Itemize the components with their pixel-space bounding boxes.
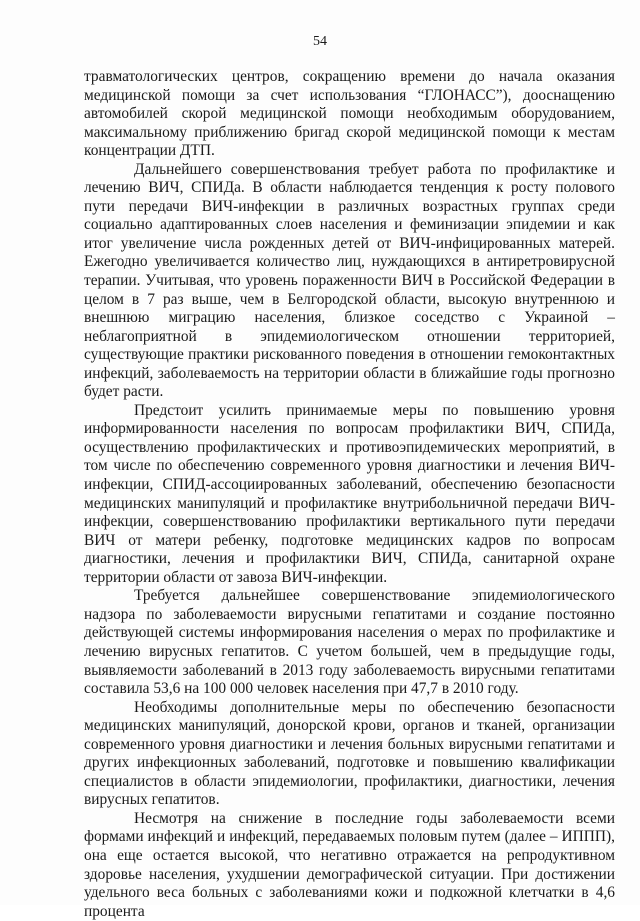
paragraph-1: травматологических центров, сокращению времени до начала оказания медицинской помощи за счет использования “ГЛОНАСС”), дооснащению автомобилей скорой медицинской помощи необходимым оборудованием, максимальному приближению бригад скорой медицинской помощи к местам концентрации ДТП. [84,68,615,160]
paragraph-2: Дальнейшего совершенствования требует работа по профилактике и лечению ВИЧ, СПИДа. В области наблюдается тенденция к росту полового пути передачи ВИЧ-инфекции в различных возрастных группах среди социально адаптированных слоев населения и феминизации эпидемии и как итог увеличение числа рожденных детей от ВИЧ-инфицированных матерей. Ежегодно увеличивается количество лиц, нуждающихся в антиретровирусной терапии. Учитывая, что уровень пораженности ВИЧ в Российской Федерации в целом в 7 раз выше, чем в Белгородской области, высокую внутреннюю и внешнюю миграцию населения, близкое соседство с Украиной – неблагоприятной в эпидемиологическом отношении территорией, существующие практики рискованного поведения в отношении гемоконтактных инфекций, заболеваемость на территории области в ближайшие годы прогнозно будет расти. [84,160,615,401]
paragraph-3: Предстоит усилить принимаемые меры по повышению уровня информированности населения по вопросам профилактики ВИЧ, СПИДа, осуществлению профилактических и противоэпидемических мероприятий, в том числе по обеспечению современного уровня диагностики и лечения ВИЧ-инфекции, СПИД-ассоциированных заболеваний, обеспечению безопасности медицинских манипуляций и профилактике внутрибольничной передачи ВИЧ-инфекции, совершенствованию профилактики вертикального пути передачи ВИЧ от матери ребенку, подготовке медицинских кадров по вопросам диагностики, лечения и профилактики ВИЧ, СПИДа, санитарной охране территории области от завоза ВИЧ-инфекции. [84,401,615,586]
page-number: 54 [313,34,327,49]
paragraph-6: Несмотря на снижение в последние годы заболеваемости всеми формами инфекций и инфекций, передаваемых половым путем (далее – ИППП), она еще остается высокой, что негативно отражается на репродуктивном здоровье населения, ухудшении демографической ситуации. При достижении удельного веса больных с заболеваниями кожи и подкожной клетчатки в 4,6 процента [84,809,615,920]
paragraph-4: Требуется дальнейшее совершенствование эпидемиологического надзора по заболеваемости вирусными гепатитами и создание постоянно действующей системы информирования населения о мерах по профилактике и лечению вирусных гепатитов. С учетом большей, чем в предыдущие годы, выявляемости заболеваний в 2013 году заболеваемость вирусными гепатитами составила 53,6 на 100 000 человек населения при 47,7 в 2010 году. [84,587,615,698]
paragraph-5: Необходимы дополнительные меры по обеспечению безопасности медицинских манипуляций, донорской крови, органов и тканей, организации современного уровня диагностики и лечения больных вирусными гепатитами и других инфекционных заболеваний, подготовке и повышению квалификации специалистов в области эпидемиологии, профилактики, диагностики, лечения вирусных гепатитов. [84,698,615,809]
document-body [84,68,615,921]
